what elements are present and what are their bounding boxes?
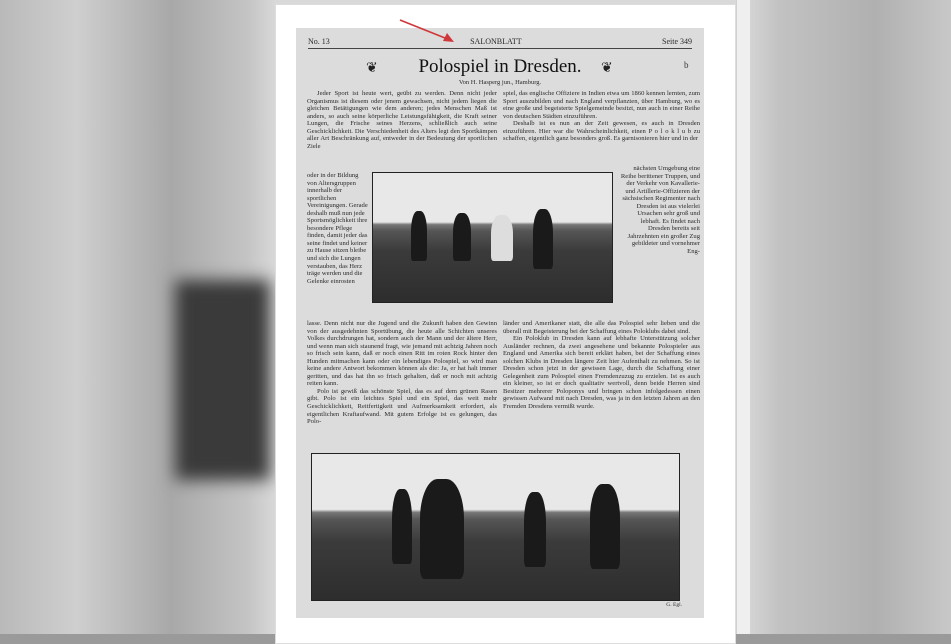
rider-figure bbox=[590, 484, 620, 569]
paragraph: lasse. Denn nicht nur die Jugend und die Zukunft haben den Gewinn von der ausgedehnten Sportübung, die heute alle Schichten unseres Volkes durchdrungen hat, sondern auch der Mann und der ältere Herr, und wenn man sich staunend fragt, wie jemand mit achtzig Jahren noch so frisch sein kann, daß er noch einen Ritt im roten Rock hinter den Hunden mitmachen kann oder ein lebendiges Polospiel, so wird man keine andere Antwort bekommen können als die: Ja, er hat halt immer geritten, und das hat ihn so frisch gehalten, daß er noch mit achtzig reiten kann. bbox=[307, 320, 497, 388]
paragraph: Jeder Sport ist heute wert, geübt zu werden. Denn nicht jeder Organismus ist diesem oder jenem gewachsen, nicht jedem liegen die gleichen Betätigungen wie dem anderen; jedes Menschen Maß ist anders, so auch seine körperliche Leistungsfähigkeit, die Kraft seiner Lungen, die Frische seines Herzens, schließlich auch seine Geschicklichkeit. Die Verschiedenheit des Alters legt den Sportkämpen aller Art Beschränkung auf, entweder in der Bedeutung der sportlichen Ziele bbox=[307, 90, 497, 150]
rider-figure bbox=[411, 211, 427, 261]
right-column-bottom bbox=[503, 320, 700, 411]
rider-figure bbox=[453, 213, 471, 261]
paragraph: oder in der Bildung von Altersgruppen innerhalb der sportlichen Vereinigungen. Gerade deshalb muß nun jede Sportsmöglichkeit ihre besondere Pflege finden, damit jeder das seine findet und keiner zu Hause sitzen bleibe und sich die Lungen verstauben, das Herz träge werden und die Gelenke einrosten bbox=[307, 172, 368, 285]
handwritten-mark: b bbox=[684, 60, 689, 70]
scrollbar[interactable] bbox=[736, 0, 750, 634]
red-arrow-annotation bbox=[398, 18, 458, 46]
right-column-top bbox=[503, 90, 700, 143]
left-column-narrow bbox=[307, 172, 368, 285]
photo-credit: G. Egl. bbox=[666, 602, 682, 608]
newspaper-page-scan bbox=[296, 28, 704, 618]
rider-figure bbox=[533, 209, 553, 269]
paragraph: Deshalb ist es nun an der Zeit gewesen, es auch in Dresden einzuführen. Hier war die Wahrscheinlichkeit, einen P o l o k l u b zu schaffen, eigentlich ganz besonders groß. Es garnisonieren hier und in der bbox=[503, 120, 700, 143]
left-column-top bbox=[307, 90, 497, 150]
rider-figure bbox=[524, 492, 546, 567]
rider-figure bbox=[392, 489, 412, 564]
paragraph: spiel, das englische Offiziere in Indien etwa um 1860 kennen lernten, zum Sport auszubilden und nach England verpflanzten, über Hamburg, wo es eine große und begeisterte Spielgemeinde besitzt, nun auch in einer Reihe von deutschen Städten einzuführen. bbox=[503, 90, 700, 120]
article-title: Polospiel in Dresden. bbox=[418, 56, 582, 77]
polo-photo-2 bbox=[311, 453, 680, 601]
paragraph: Polo ist gewiß das schönste Spiel, das es auf dem grünen Rasen gibt. Polo ist ein leichtes Spiel und ein Spiel, das weit mehr Geschicklichkeit, Reitfertigkeit und Aufmerksamkeit erfordert, als eigentlichen Kraftaufwand. Mit gutem Erfolge ist es gelungen, das Polo- bbox=[307, 387, 497, 426]
issue-number: No. 13 bbox=[308, 37, 330, 46]
publication-name: SALONBLATT bbox=[470, 37, 522, 46]
page-header bbox=[308, 37, 692, 49]
ornament-icon: ❦ bbox=[366, 61, 378, 76]
article-byline: Von H. Hasperg jun., Hamburg. bbox=[458, 79, 542, 86]
blurred-background-shape bbox=[175, 280, 270, 480]
left-column-bottom bbox=[307, 320, 497, 426]
ornament-icon: ❦ bbox=[601, 61, 613, 76]
rider-figure bbox=[420, 479, 464, 579]
paragraph: Ein Poloklub in Dresden kann auf lebhafte Unterstützung solcher Ausländer rechnen, da zwei angesehene und bekannte Polospieler aus England und Amerika sich bereit erklärt haben, bei der Schaffung eines solchen Klubs in Dresden längere Zeit hier Aufenthalt zu nehmen. So ist Dresden schon jetzt in der gewissen Lage, durch die Schaffung einer Gelegenheit zum Polospiel einen Fremdenzuzug zu erzielen. Ist es auch ein kleiner, so ist er doch qualitativ wertvoll, denn beide Herren sind Besitzer mehrerer Poloponys und bringen schon infolgedessen einen gewissen Aufwand mit nach Dresden, was ja in den letzten Jahren an den Fremden Dresdens vermißt wurde. bbox=[503, 335, 700, 411]
right-column-narrow bbox=[618, 165, 700, 256]
rider-figure bbox=[491, 215, 513, 261]
polo-photo-1 bbox=[372, 172, 613, 303]
paragraph: nächsten Umgebung eine Reihe berittener Truppen, und der Verkehr von Kavallerie- und Artillerie-Offizieren der sächsischen Regimenter nach Dresden ist aus vielerlei Ursachen sehr groß und lebhaft. Es findet nach Dresden bereits seit Jahrzehnten ein großer Zug gebildeter und vornehmer Eng- bbox=[620, 165, 700, 256]
paragraph: länder und Amerikaner statt, die alle das Polospiel sehr lieben und die überall mit Begeisterung bei der Schaffung eines Poloklubs dabei sind. bbox=[503, 320, 700, 335]
page-number: Seite 349 bbox=[662, 37, 692, 46]
